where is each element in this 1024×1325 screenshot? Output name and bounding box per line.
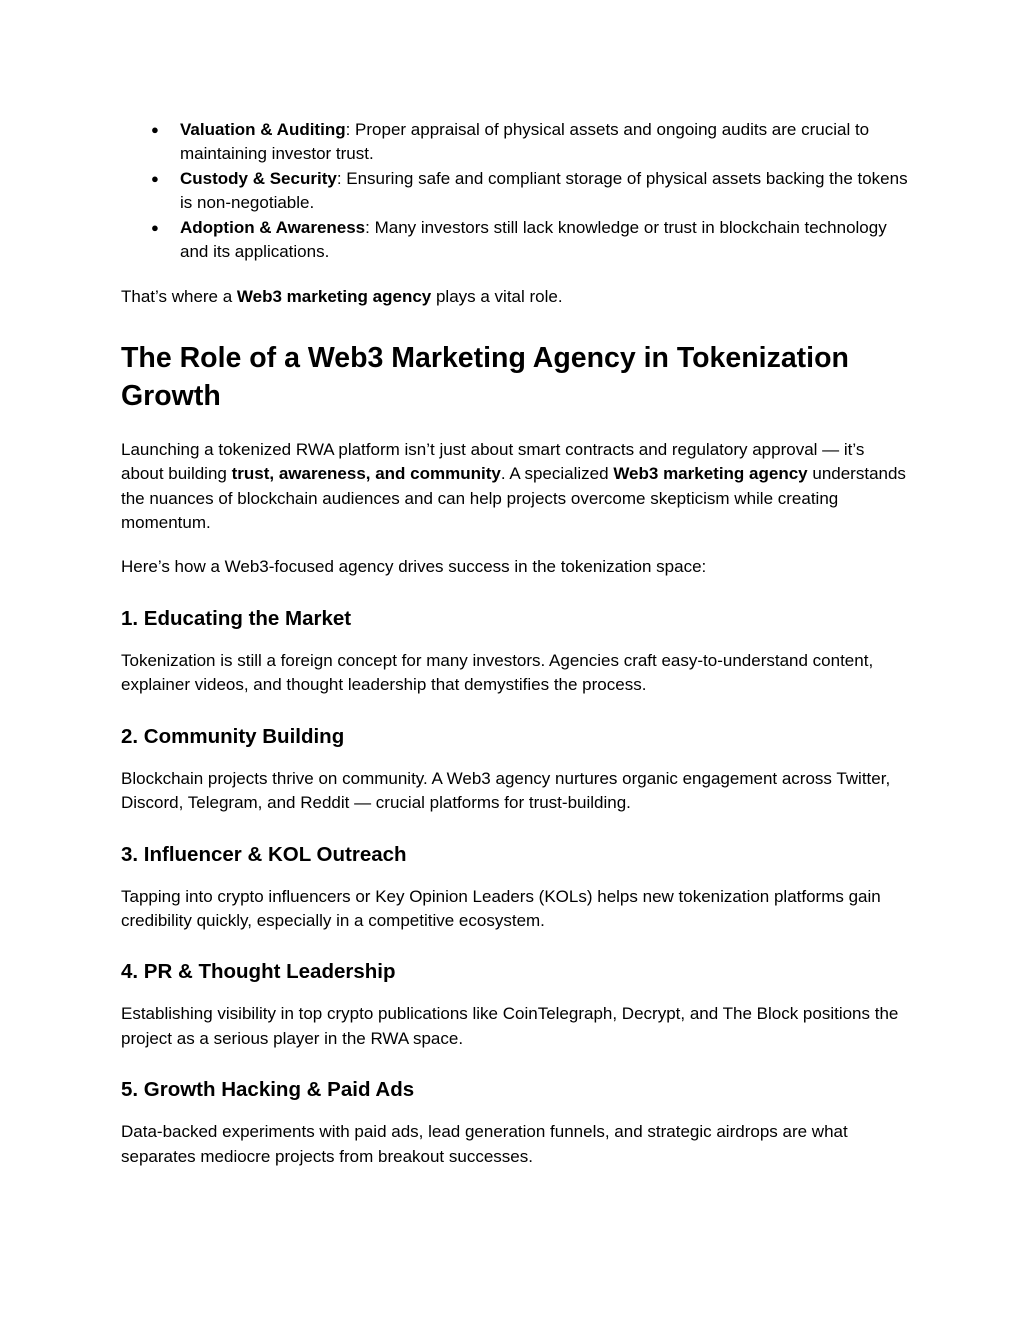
list-item-text: : Proper appraisal of physical assets and ongoing audits are crucial to maintaining investor trust. <box>180 120 870 164</box>
list-item-term: Custody & Security <box>180 168 337 188</box>
subsection-body: Establishing visibility in top crypto publications like CoinTelegraph, Decrypt, and The Block positions the project as a serious player in the RWA space. <box>121 1004 899 1048</box>
subsection-body: Tokenization is still a foreign concept for many investors. Agencies craft easy-to-understand content, explainer videos, and thought leadership that demystifies the process. <box>121 650 874 695</box>
list-item <box>120 167 911 216</box>
intro-bold-text: Web3 marketing agency <box>613 464 808 484</box>
subsection-title: 2. Community Building <box>121 724 345 748</box>
lead-paragraph: Here’s how a Web3-focused agency drives success in the tokenization space: <box>121 557 707 577</box>
list-item-text: : Many investors still lack knowledge or trust in blockchain technology and its applications. <box>180 217 887 262</box>
challenges-list <box>121 118 911 264</box>
transition-text-end: plays a vital role. <box>431 287 563 307</box>
intro-text: understands the nuances of blockchain audiences and can help projects overcome skepticism while creating momentum. <box>121 464 906 533</box>
subsection-body: Data-backed experiments with paid ads, lead generation funnels, and strategic airdrops are what separates mediocre projects from breakout successes. <box>121 1122 848 1166</box>
intro-text: Launching a tokenized RWA platform isn’t just about smart contracts and regulatory approval — it’s about building <box>121 439 865 484</box>
subsection-title: 3. Influencer & KOL Outreach <box>121 842 407 866</box>
intro-text: . A specialized <box>500 464 614 484</box>
intro-bold-text: trust, awareness, and community <box>231 464 501 484</box>
transition-bold-text: Web3 marketing agency <box>236 287 432 307</box>
bullet-icon: ● <box>151 170 159 186</box>
section-heading: The Role of a Web3 Marketing Agency in Tokenization Growth <box>121 341 849 412</box>
list-item <box>120 216 911 265</box>
document-page <box>121 118 911 1169</box>
intro-paragraph <box>121 438 911 536</box>
bullet-icon: ● <box>151 122 159 137</box>
list-item <box>120 118 911 167</box>
transition-text: That’s where a <box>121 287 237 307</box>
bullet-icon: ● <box>151 219 159 235</box>
list-item-term: Valuation & Auditing <box>180 120 346 139</box>
transition-paragraph <box>121 285 911 309</box>
subsection-body: Tapping into crypto influencers or Key Opinion Leaders (KOLs) helps new tokenization platforms gain credibility quickly, especially in a competitive ecosystem. <box>121 886 881 930</box>
subsection-title: 1. Educating the Market <box>121 606 352 630</box>
list-item-text: : Ensuring safe and compliant storage of physical assets backing the tokens is non-negotiable. <box>180 168 908 213</box>
list-item-term: Adoption & Awareness <box>180 217 366 237</box>
subsection-body: Blockchain projects thrive on community. A Web3 agency nurtures organic engagement across Twitter, Discord, Telegram, and Reddit — crucial platforms for trust-building. <box>121 768 891 813</box>
subsection-title: 4. PR & Thought Leadership <box>121 960 396 984</box>
subsection-title: 5. Growth Hacking & Paid Ads <box>121 1078 415 1102</box>
